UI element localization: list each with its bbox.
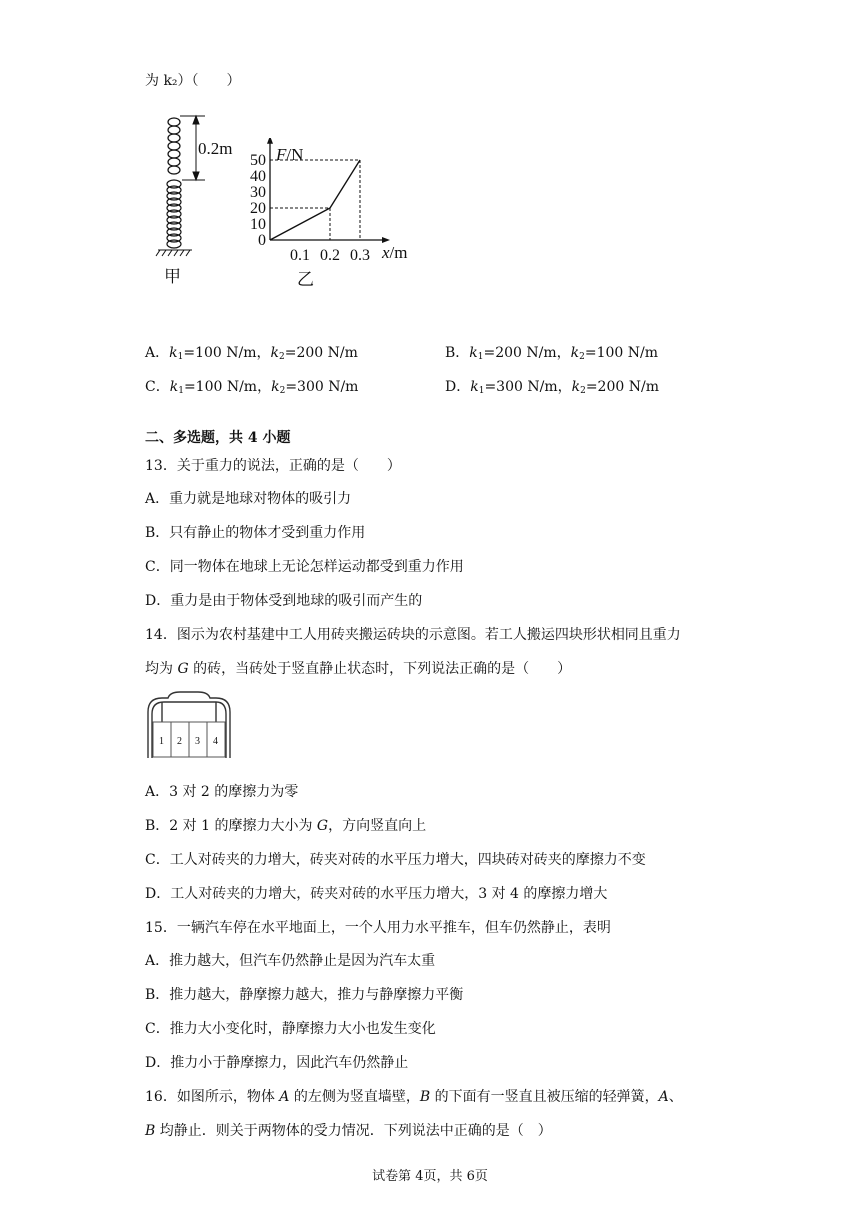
length-label: 0.2m xyxy=(198,139,233,158)
x-tick-label: 0.1 xyxy=(290,247,310,264)
brick-label-2: 2 xyxy=(177,736,182,747)
ground-hatch xyxy=(156,250,192,256)
caption-jia: 甲 xyxy=(164,267,181,286)
q13-stem: 13．关于重力的说法，正确的是（ ） xyxy=(145,458,401,474)
x-tick-label: 0.2 xyxy=(320,247,340,264)
x-axis-unit: /m xyxy=(389,243,408,262)
q15-option-d[interactable]: D．推力小于静摩擦力，因此汽车仍然静止 xyxy=(145,1055,409,1071)
q15-stem: 15．一辆汽车停在水平地面上，一个人用力水平推车，但车仍然静止，表明 xyxy=(145,920,611,936)
caption-yi: 乙 xyxy=(297,270,314,289)
x-tick-label: 0.3 xyxy=(350,247,370,264)
q14-option-d[interactable]: D．工人对砖夹的力增大，砖夹对砖的水平压力增大，3 对 4 的摩擦力增大 xyxy=(145,886,608,902)
q13-option-d[interactable]: D．重力是由于物体受到地球的吸引而产生的 xyxy=(145,593,423,609)
q14-stem-line1: 14．图示为农村基建中工人用砖夹搬运砖块的示意图。若工人搬运四块形状相同且重力 xyxy=(145,627,681,643)
q12-option-d[interactable]: D．$k_1=300$ N/m，$k_2=200$ N/m xyxy=(445,379,659,396)
q12-option-b[interactable]: B．$k_1=200$ N/m，$k_2=100$ N/m xyxy=(445,345,659,362)
q12-option-a[interactable]: A．$k_1=100$ N/m，$k_2=200$ N/m xyxy=(145,345,358,362)
q14-option-a[interactable]: A．3 对 2 的摩擦力为零 xyxy=(145,784,299,800)
q12-stem-tail: 为 k₂）（ ） xyxy=(145,73,241,89)
y-axis-arrow xyxy=(267,138,273,144)
brick-label-1: 1 xyxy=(159,736,164,747)
y-axis-label: F/N xyxy=(276,145,304,164)
q14-option-b[interactable]: B．2 对 1 的摩擦力大小为 G，方向竖直向上 xyxy=(145,818,427,834)
series-segment xyxy=(330,160,360,208)
series-segment xyxy=(270,208,330,240)
y-tick-label: 40 xyxy=(250,168,266,185)
q13-option-b[interactable]: B．只有静止的物体才受到重力作用 xyxy=(145,525,366,541)
section-title-multi-choice: 二、多选题，共 4 小题 xyxy=(145,430,291,446)
brick-label-3: 3 xyxy=(195,736,200,747)
y-tick-label: 50 xyxy=(250,152,266,169)
q13-option-a[interactable]: A．重力就是地球对物体的吸引力 xyxy=(145,491,352,507)
q13-option-c[interactable]: C．同一物体在地球上无论怎样运动都受到重力作用 xyxy=(145,559,464,575)
y-axis-unit: /N xyxy=(286,145,304,164)
brick-label-4: 4 xyxy=(213,736,218,747)
q14-option-c[interactable]: C．工人对砖夹的力增大，砖夹对砖的水平压力增大，四块砖对砖夹的摩擦力不变 xyxy=(145,852,646,868)
y-tick-label: 20 xyxy=(250,200,266,217)
figure-brick-clamp xyxy=(140,688,240,770)
page-footer: 试卷第 4页，共 6页 xyxy=(372,1169,488,1184)
q15-option-b[interactable]: B．推力越大，静摩擦力越大，推力与静摩擦力平衡 xyxy=(145,987,464,1003)
y-tick-label: 0 xyxy=(258,232,266,249)
y-tick-label: 10 xyxy=(250,216,266,233)
q15-option-a[interactable]: A．推力越大，但汽车仍然静止是因为汽车太重 xyxy=(145,953,436,969)
spring-coils xyxy=(167,118,181,248)
q16-stem-line2: B 均静止．则关于两物体的受力情况．下列说法中正确的是（ ） xyxy=(145,1123,552,1139)
x-axis-label: x/m xyxy=(382,243,408,262)
q12-option-c[interactable]: C．$k_1=100$ N/m，$k_2=300$ N/m xyxy=(145,379,359,396)
q16-stem-line1: 16．如图所示，物体 A 的左侧为竖直墙壁，B 的下面有一竖直且被压缩的轻弹簧，A、 xyxy=(145,1089,683,1105)
y-tick-label: 30 xyxy=(250,184,266,201)
q15-option-c[interactable]: C．推力大小变化时，静摩擦力大小也发生变化 xyxy=(145,1021,436,1037)
q14-stem-line2: 均为 G 的砖，当砖处于竖直静止状态时，下列说法正确的是（ ） xyxy=(145,661,572,677)
figure-yi-graph xyxy=(240,138,430,290)
figure-jia-spring xyxy=(150,110,250,290)
